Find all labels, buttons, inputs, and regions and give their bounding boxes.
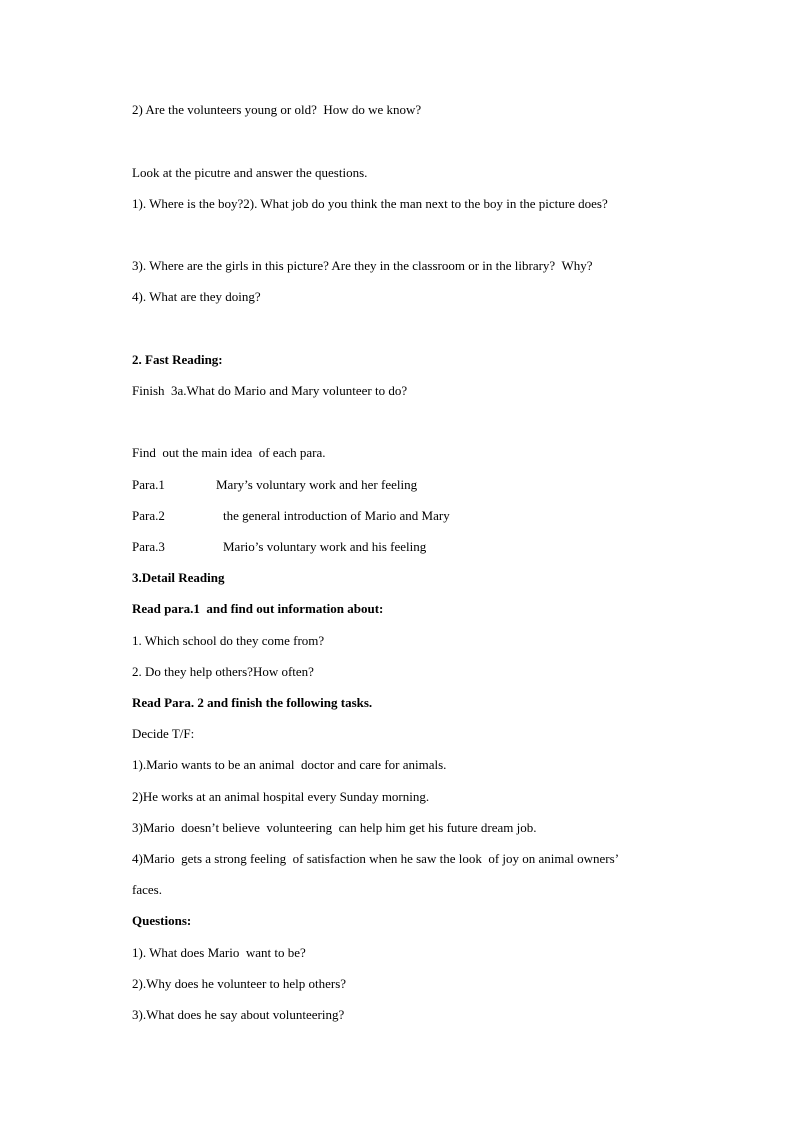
- para-label: Para.3: [132, 539, 165, 554]
- question-what-doing: 4). What are they doing?: [132, 289, 261, 304]
- question-help-others: 2. Do they help others?How often?: [132, 664, 314, 679]
- question-why-volunteer: 2).Why does he volunteer to help others?: [132, 976, 347, 991]
- question-boy-location: 1). Where is the boy?2). What job do you think the man next to the boy in the picture does?: [132, 196, 608, 211]
- tf-statement-2: 2)He works at an animal hospital every Sunday morning.: [132, 789, 430, 804]
- detail-reading-heading: 3.Detail Reading: [132, 570, 225, 585]
- tf-statement-4: 4)Mario gets a strong feeling of satisfaction when he saw the look of joy on animal owners’: [132, 851, 620, 866]
- para-label: Para.2: [132, 508, 165, 523]
- decide-tf-label: Decide T/F:: [132, 726, 195, 741]
- read-para1-heading: Read para.1 and find out information about:: [132, 601, 384, 616]
- instruction-look-at-picture: Look at the picutre and answer the questions.: [132, 165, 368, 180]
- para-idea: the general introduction of Mario and Mary: [223, 508, 450, 523]
- tf-statement-1: 1).Mario wants to be an animal doctor and care for animals.: [132, 757, 447, 772]
- questions-heading: Questions:: [132, 913, 192, 928]
- para-label: Para.1: [132, 477, 165, 492]
- tf-statement-3: 3)Mario doesn’t believe volunteering can help him get his future dream job.: [132, 820, 537, 835]
- para-idea: Mario’s voluntary work and his feeling: [223, 539, 427, 554]
- instruction-main-idea: Find out the main idea of each para.: [132, 445, 326, 460]
- read-para2-heading: Read Para. 2 and finish the following tasks.: [132, 695, 373, 710]
- question-girls-location: 3). Where are the girls in this picture? Are they in the classroom or in the library? Why?: [132, 258, 593, 273]
- question-volunteers-age: 2) Are the volunteers young or old? How do we know?: [132, 102, 422, 117]
- instruction-finish-3a: Finish 3a.What do Mario and Mary volunteer to do?: [132, 383, 408, 398]
- question-say-volunteering: 3).What does he say about volunteering?: [132, 1007, 345, 1022]
- fast-reading-heading: 2. Fast Reading:: [132, 352, 223, 367]
- para-idea: Mary’s voluntary work and her feeling: [216, 477, 418, 492]
- question-school: 1. Which school do they come from?: [132, 633, 325, 648]
- tf-statement-4-continued: faces.: [132, 882, 162, 897]
- question-mario-want: 1). What does Mario want to be?: [132, 945, 306, 960]
